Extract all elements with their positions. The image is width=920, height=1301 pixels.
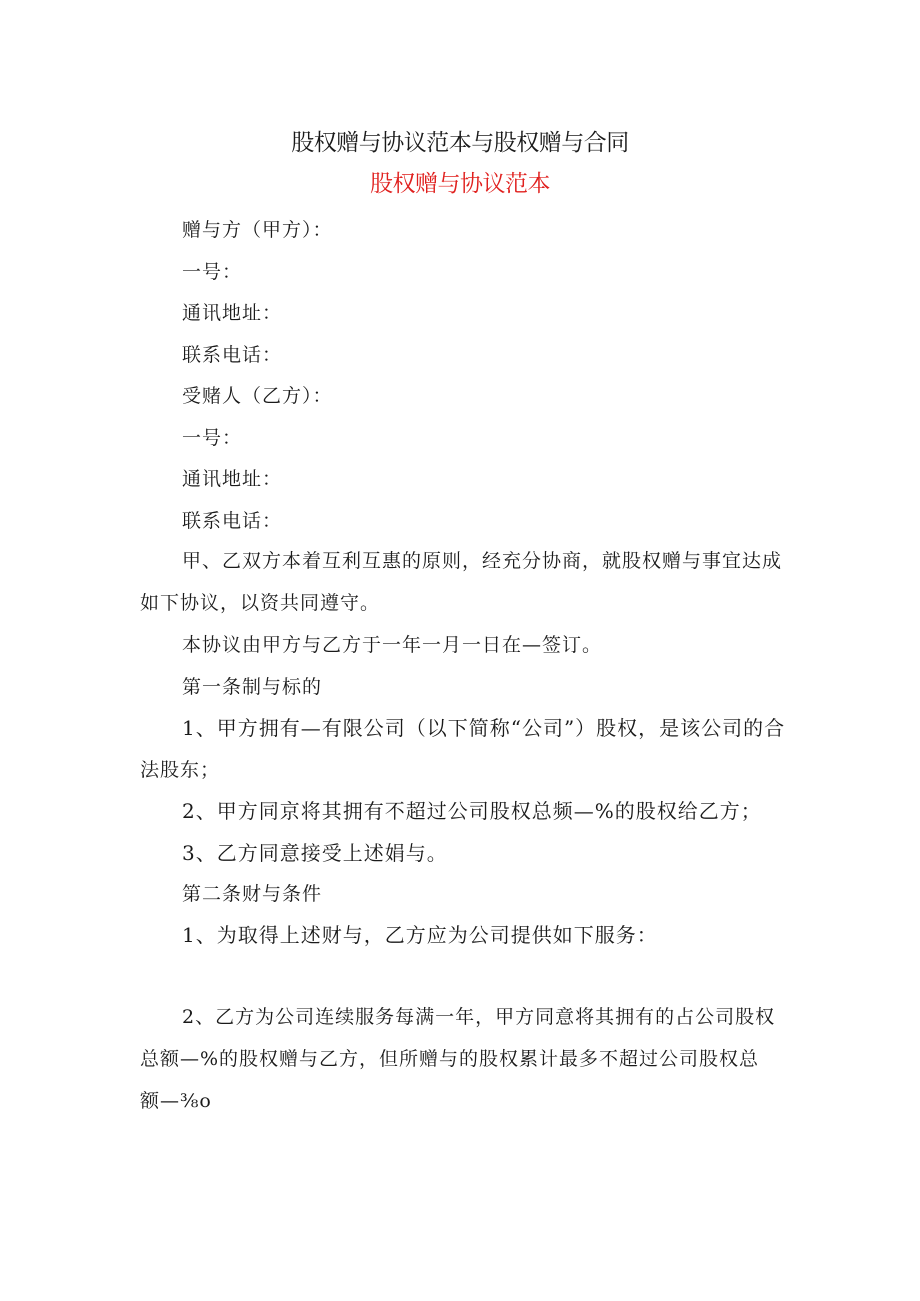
article-2-item-1: 1、为取得上述财与，乙方应为公司提供如下服务： [182, 923, 658, 947]
donor-phone-label: 联系电话： [182, 344, 283, 366]
document-subtitle: 股权赠与协议范本 [370, 171, 550, 197]
donor-address-label: 通讯地址： [182, 302, 283, 324]
article-2-item-2-line-2: 总额—%的股权赠与乙方，但所赠与的股权累计最多不超过公司股权总 [140, 1048, 760, 1070]
document-title: 股权赠与协议范本与股权赠与合同 [291, 130, 629, 156]
article-2-heading: 第二条财与条件 [182, 883, 323, 905]
recipient-label: 受赌人（乙方）： [182, 385, 333, 407]
recipient-address-label: 通讯地址： [182, 468, 283, 490]
article-1-item-2: 2、甲方同京将其拥有不超过公司股权总频—%的股权给乙方； [182, 799, 762, 823]
donor-label: 赠与方（甲方）： [182, 219, 333, 241]
article-2-item-2-line-1: 2、乙方为公司连续服务每满一年，甲方同意将其拥有的占公司股权 [182, 1006, 776, 1028]
donor-id-label: 一号： [182, 261, 243, 283]
preamble-line-1: 甲、乙双方本着互利互惠的原则，经充分协商，就股权赠与事宜达成 [182, 550, 783, 572]
recipient-phone-label: 联系电话： [182, 510, 283, 532]
article-1-heading: 第一条制与标的 [182, 676, 323, 698]
recipient-id-label: 一号： [182, 427, 243, 449]
article-1-item-1-line-2: 法股东； [140, 759, 221, 781]
article-2-item-2-line-3: 额—⅜o [140, 1090, 212, 1112]
article-1-item-1-line-1: 1、甲方拥有—有限公司（以下简称“公司”）股权，是该公司的合 [182, 716, 786, 740]
signing-line: 本协议由甲方与乙方于一年一月一日在—签订。 [182, 634, 603, 656]
preamble-line-2: 如下协议，以资共同遵守。 [140, 592, 381, 614]
article-1-item-3: 3、乙方同意接受上述娟与。 [182, 841, 448, 865]
